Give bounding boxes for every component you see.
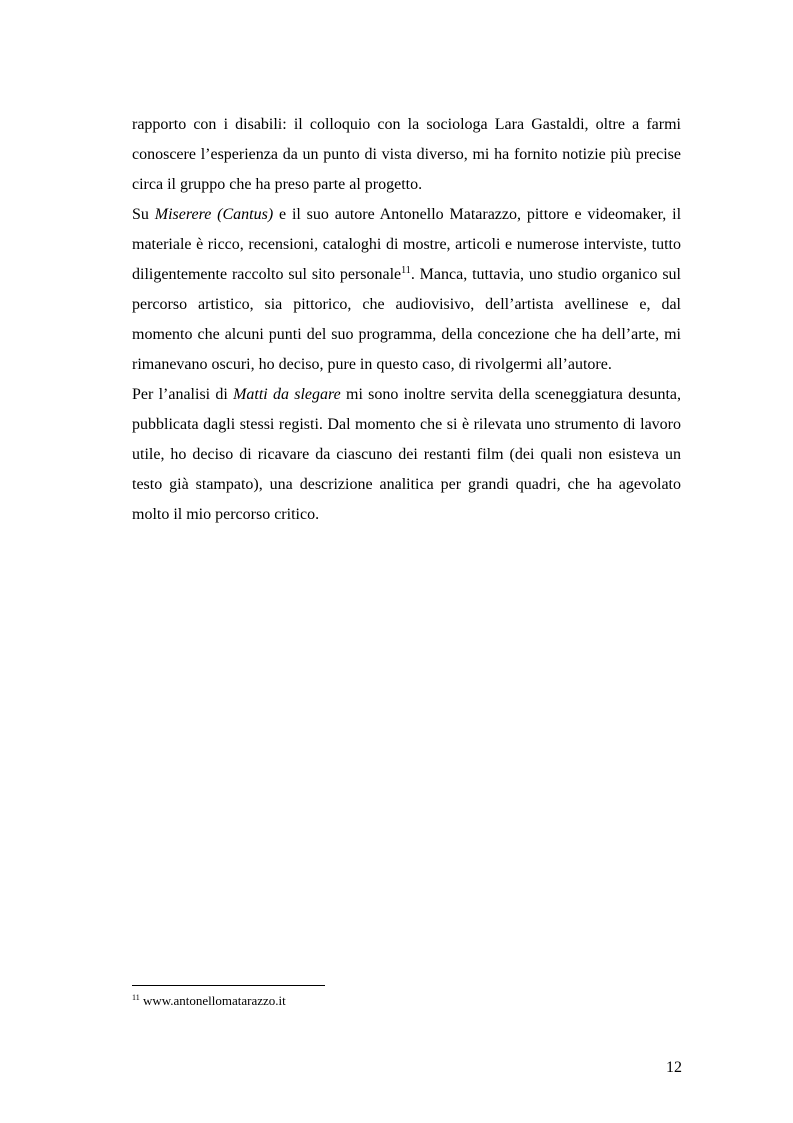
work-title-matti-da-slegare: Matti da slegare: [233, 386, 341, 403]
paragraph-2-body: e il suo autore Antonello Matarazzo, pittore e videomaker, il materiale è ricco, recensioni, cataloghi di mostre, articoli e numerose interviste, tutto diligentemente raccolto sul sito personale: [132, 206, 682, 283]
body-text: [132, 110, 681, 530]
work-title-miserere: Miserere (Cantus): [154, 206, 274, 223]
paragraph-3-body: mi sono inoltre servita della sceneggiatura desunta, pubblicata dagli stessi registi. Dal momento che si è rilevata uno strumento di lavoro utile, ho deciso di ricavare da ciascuno dei restanti film (dei quali non esisteva un testo già stampato), una descrizione analitica per grandi quadri, che ha agevolato molto il mio percorso critico.: [132, 386, 682, 523]
paragraph-2-tail: . Manca, tuttavia, uno studio organico sul percorso artistico, sia pittorico, che audiovisivo, dell’artista avellinese e, dal momento che alcuni punti del suo programma, della concezione che ha dell’arte, mi rimanevano oscuri, ho deciso, pure in questo caso, di rivolgermi all’autore.: [132, 266, 681, 373]
paragraph-1: [132, 110, 681, 200]
paragraph-1-text: rapporto con i disabili: il colloquio con la sociologa Lara Gastaldi, oltre a farmi conoscere l’esperienza da un punto di vista diverso, mi ha fornito notizie più precise circa il gruppo che ha preso parte al progetto.: [132, 116, 681, 193]
paragraph-2: [132, 200, 681, 380]
footnote-number: 11: [132, 993, 140, 1002]
footnote-url: www.antonellomatarazzo.it: [139, 993, 286, 1008]
footnote-reference[interactable]: 11: [401, 265, 411, 276]
paragraph-3-lead: Per l’analisi di: [132, 386, 234, 403]
paragraph-3: [132, 380, 681, 530]
page-number: 12: [666, 1059, 682, 1076]
paragraph-2-lead: Su: [132, 206, 155, 223]
footnote: [132, 992, 286, 1010]
footnote-separator: [132, 985, 325, 986]
